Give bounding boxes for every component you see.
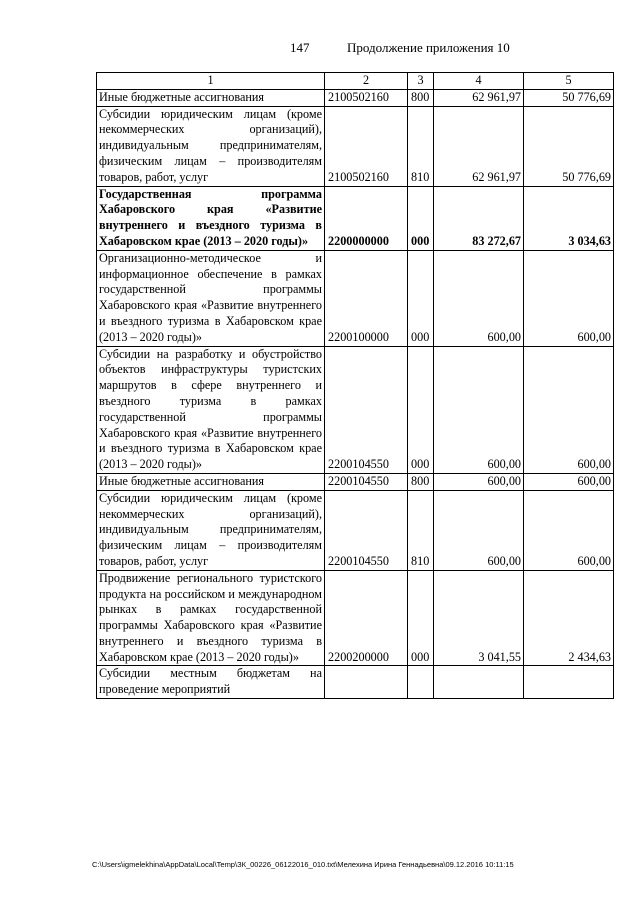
budget-table [96, 72, 614, 699]
row-value-1: 62 961,97 [434, 89, 524, 106]
row-name: Субсидии местным бюджетам на проведение мероприятий [97, 666, 325, 699]
table-row [97, 473, 614, 490]
row-type: 000 [408, 250, 434, 346]
row-value-2: 600,00 [524, 490, 614, 570]
row-code [325, 666, 408, 699]
row-value-1: 600,00 [434, 250, 524, 346]
row-code: 2200104550 [325, 490, 408, 570]
row-code: 2200100000 [325, 250, 408, 346]
row-name: Организационно-методическое и информационное обеспечение в рамках государственной программы Хабаровского края «Развитие внутреннего и въездного туризма в Хабаровском крае (2013 – 2020 годы)» [97, 250, 325, 346]
row-type [408, 666, 434, 699]
column-header: 1 [97, 73, 325, 90]
row-type: 000 [408, 346, 434, 473]
page-header [0, 40, 640, 60]
row-code: 2100502160 [325, 89, 408, 106]
appendix-continuation: Продолжение приложения 10 [347, 40, 510, 55]
row-value-2 [524, 666, 614, 699]
table-row-program [97, 186, 614, 250]
column-header: 5 [524, 73, 614, 90]
row-value-1: 62 961,97 [434, 106, 524, 186]
row-value-1: 83 272,67 [434, 186, 524, 250]
row-value-1: 600,00 [434, 490, 524, 570]
column-header: 3 [408, 73, 434, 90]
row-code: 2100502160 [325, 106, 408, 186]
row-code: 2200200000 [325, 570, 408, 666]
row-value-2: 50 776,69 [524, 106, 614, 186]
row-type: 810 [408, 490, 434, 570]
row-type: 800 [408, 89, 434, 106]
row-value-2: 600,00 [524, 473, 614, 490]
row-name: Иные бюджетные ассигнования [97, 473, 325, 490]
row-value-2: 3 034,63 [524, 186, 614, 250]
table-row [97, 570, 614, 666]
row-type: 000 [408, 570, 434, 666]
column-header: 2 [325, 73, 408, 90]
table-row [97, 346, 614, 473]
row-name: Иные бюджетные ассигнования [97, 89, 325, 106]
row-value-2: 600,00 [524, 346, 614, 473]
table-row [97, 106, 614, 186]
column-header: 4 [434, 73, 524, 90]
row-value-2: 2 434,63 [524, 570, 614, 666]
table-header-row [97, 73, 614, 90]
page-number: 147 [290, 40, 310, 55]
row-name: Субсидии юридическим лицам (кроме некоммерческих организаций), индивидуальным предпринимателям, физическим лицам – производителям товаров, работ, услуг [97, 106, 325, 186]
row-value-1: 600,00 [434, 346, 524, 473]
table-row [97, 89, 614, 106]
document-footer-path: C:\Users\igmelekhina\AppData\Local\Temp\ЗК_00226_06122016_010.txt\Мелехина Ирина Геннадьевна\09.12.2016 10:11:15 [92, 860, 514, 869]
row-code: 2200104550 [325, 473, 408, 490]
row-value-2: 600,00 [524, 250, 614, 346]
row-value-1: 600,00 [434, 473, 524, 490]
row-name: Государственная программа Хабаровского края «Развитие внутреннего и въездного туризма в Хабаровском крае (2013 – 2020 годы)» [97, 186, 325, 250]
row-type: 810 [408, 106, 434, 186]
row-code: 2200104550 [325, 346, 408, 473]
row-name: Продвижение регионального туристского продукта на российском и международном рынках в рамках государственной программы Хабаровского края «Развитие внутреннего и въездного туризма в Хабаровском крае (2013 – 2020 годы)» [97, 570, 325, 666]
row-value-1: 3 041,55 [434, 570, 524, 666]
row-type: 800 [408, 473, 434, 490]
row-value-1 [434, 666, 524, 699]
table-row [97, 250, 614, 346]
row-code: 2200000000 [325, 186, 408, 250]
table-row [97, 490, 614, 570]
row-name: Субсидии на разработку и обустройство объектов инфраструктуры туристских маршрутов в сфере внутреннего и въездного туризма в рамках государственной программы Хабаровского края «Развитие внутреннего и въездного туризма в Хабаровском крае (2013 – 2020 годы)» [97, 346, 325, 473]
row-name: Субсидии юридическим лицам (кроме некоммерческих организаций), индивидуальным предпринимателям, физическим лицам – производителям товаров, работ, услуг [97, 490, 325, 570]
row-value-2: 50 776,69 [524, 89, 614, 106]
row-type: 000 [408, 186, 434, 250]
table-row [97, 666, 614, 699]
